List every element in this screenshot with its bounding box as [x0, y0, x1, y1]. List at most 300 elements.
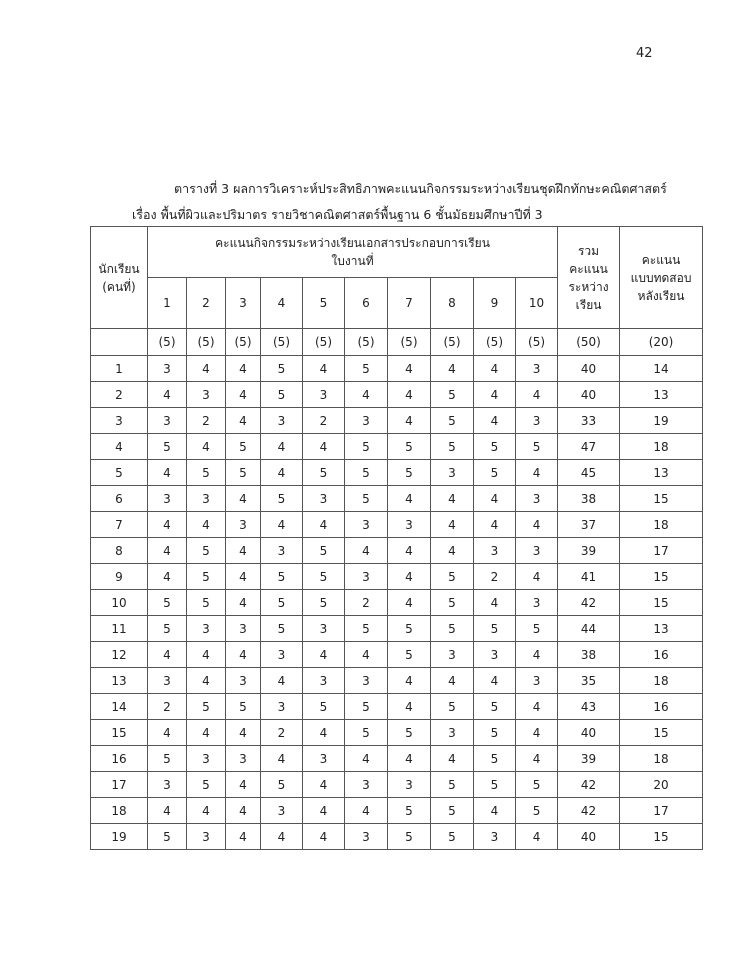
- score-cell: 5: [148, 616, 187, 642]
- score-cell: 3: [261, 408, 303, 434]
- score-cell: 4: [226, 486, 261, 512]
- score-cell: 5: [474, 720, 516, 746]
- table-row: [91, 746, 703, 772]
- student-number-cell: 9: [91, 564, 148, 590]
- score-cell: 4: [303, 356, 345, 382]
- worksheet-number-header: 2: [187, 278, 226, 329]
- max-score-cell: (5): [303, 329, 345, 356]
- student-number-cell: 11: [91, 616, 148, 642]
- score-cell: 5: [261, 486, 303, 512]
- score-cell: 4: [516, 720, 558, 746]
- total-header-line-3: ระหว่าง: [568, 279, 609, 294]
- score-cell: 3: [345, 824, 388, 850]
- table-body: [91, 356, 703, 850]
- total-score-cell: 43: [558, 694, 620, 720]
- total-score-cell: 42: [558, 798, 620, 824]
- score-cell: 5: [187, 538, 226, 564]
- score-cell: 4: [345, 746, 388, 772]
- total-score-cell: 40: [558, 720, 620, 746]
- score-cell: 3: [474, 642, 516, 668]
- score-cell: 5: [303, 460, 345, 486]
- score-cell: 5: [474, 746, 516, 772]
- score-cell: 2: [148, 694, 187, 720]
- total-score-cell: 40: [558, 382, 620, 408]
- score-cell: 3: [516, 538, 558, 564]
- score-cell: 3: [261, 538, 303, 564]
- score-cell: 4: [345, 382, 388, 408]
- score-cell: 5: [431, 382, 474, 408]
- score-cell: 3: [516, 408, 558, 434]
- total-score-cell: 42: [558, 590, 620, 616]
- score-cell: 5: [148, 824, 187, 850]
- posttest-score-cell: 20: [620, 772, 703, 798]
- student-number-cell: 7: [91, 512, 148, 538]
- score-cell: 5: [303, 590, 345, 616]
- score-cell: 5: [431, 694, 474, 720]
- table-row: [91, 512, 703, 538]
- total-score-cell: 33: [558, 408, 620, 434]
- table-row: [91, 434, 703, 460]
- score-cell: 5: [261, 590, 303, 616]
- max-score-cell: (5): [388, 329, 431, 356]
- score-cell: 3: [345, 564, 388, 590]
- table-header: [91, 227, 703, 356]
- table-row: [91, 720, 703, 746]
- posttest-score-cell: 17: [620, 538, 703, 564]
- max-score-cell: (5): [516, 329, 558, 356]
- score-cell: 4: [474, 512, 516, 538]
- score-cell: 3: [431, 642, 474, 668]
- score-cell: 4: [187, 356, 226, 382]
- score-cell: 3: [148, 408, 187, 434]
- total-header-line-2: คะแนน: [569, 261, 608, 276]
- score-cell: 4: [388, 590, 431, 616]
- worksheet-number-header: 1: [148, 278, 187, 329]
- score-cell: 4: [388, 746, 431, 772]
- score-cell: 3: [261, 798, 303, 824]
- posttest-score-cell: 18: [620, 668, 703, 694]
- posttest-score-cell: 16: [620, 642, 703, 668]
- score-cell: 4: [474, 382, 516, 408]
- score-cell: 4: [431, 538, 474, 564]
- score-cell: 3: [148, 486, 187, 512]
- score-cell: 3: [516, 486, 558, 512]
- score-cell: 3: [431, 720, 474, 746]
- score-cell: 4: [388, 668, 431, 694]
- score-cell: 3: [187, 824, 226, 850]
- score-cell: 4: [187, 668, 226, 694]
- table-row: [91, 356, 703, 382]
- header-row-group: [91, 227, 703, 278]
- table-row: [91, 460, 703, 486]
- score-cell: 5: [261, 772, 303, 798]
- score-table: [90, 226, 703, 850]
- max-score-cell: (20): [620, 329, 703, 356]
- posttest-score-cell: 18: [620, 512, 703, 538]
- posttest-header-line-1: คะแนน: [641, 252, 681, 267]
- score-cell: 3: [345, 772, 388, 798]
- score-cell: 2: [303, 408, 345, 434]
- table-row: [91, 668, 703, 694]
- score-cell: 4: [474, 486, 516, 512]
- score-cell: 4: [303, 772, 345, 798]
- score-cell: 4: [516, 382, 558, 408]
- worksheet-number-header: 9: [474, 278, 516, 329]
- score-cell: 5: [345, 486, 388, 512]
- score-cell: 3: [261, 694, 303, 720]
- score-cell: 3: [187, 382, 226, 408]
- score-cell: 5: [474, 434, 516, 460]
- score-cell: 3: [148, 772, 187, 798]
- score-cell: 3: [187, 616, 226, 642]
- score-cell: 4: [226, 772, 261, 798]
- max-score-spacer: [91, 329, 148, 356]
- score-cell: 5: [187, 772, 226, 798]
- score-cell: 4: [431, 486, 474, 512]
- score-cell: 5: [345, 356, 388, 382]
- score-cell: 3: [474, 824, 516, 850]
- student-header-line-1: นักเรียน: [98, 261, 140, 276]
- score-cell: 4: [474, 590, 516, 616]
- score-cell: 4: [148, 798, 187, 824]
- posttest-score-cell: 13: [620, 460, 703, 486]
- score-cell: 3: [148, 668, 187, 694]
- score-cell: 4: [431, 668, 474, 694]
- score-cell: 4: [474, 798, 516, 824]
- score-cell: 4: [261, 460, 303, 486]
- score-cell: 3: [226, 616, 261, 642]
- score-cell: 3: [226, 512, 261, 538]
- score-cell: 4: [226, 382, 261, 408]
- score-cell: 4: [148, 382, 187, 408]
- score-cell: 5: [187, 694, 226, 720]
- score-cell: 3: [516, 668, 558, 694]
- score-cell: 4: [148, 460, 187, 486]
- header-row-max-scores: [91, 329, 703, 356]
- score-cell: 4: [388, 564, 431, 590]
- score-cell: 4: [261, 434, 303, 460]
- score-cell: 4: [226, 590, 261, 616]
- score-cell: 4: [474, 356, 516, 382]
- total-score-cell: 38: [558, 486, 620, 512]
- posttest-score-cell: 15: [620, 486, 703, 512]
- student-number-cell: 18: [91, 798, 148, 824]
- score-cell: 3: [431, 460, 474, 486]
- score-cell: 5: [345, 460, 388, 486]
- score-cell: 4: [303, 512, 345, 538]
- table-row: [91, 642, 703, 668]
- score-cell: 4: [303, 824, 345, 850]
- posttest-score-header: [620, 227, 703, 329]
- total-score-cell: 40: [558, 824, 620, 850]
- score-cell: 4: [388, 538, 431, 564]
- score-cell: 5: [148, 434, 187, 460]
- score-cell: 3: [303, 746, 345, 772]
- score-cell: 4: [148, 564, 187, 590]
- posttest-score-cell: 13: [620, 616, 703, 642]
- score-cell: 5: [431, 616, 474, 642]
- total-score-cell: 39: [558, 746, 620, 772]
- score-cell: 4: [226, 356, 261, 382]
- score-cell: 4: [345, 642, 388, 668]
- score-cell: 4: [261, 746, 303, 772]
- worksheet-number-header: 10: [516, 278, 558, 329]
- score-cell: 4: [261, 824, 303, 850]
- score-cell: 5: [388, 720, 431, 746]
- student-number-cell: 17: [91, 772, 148, 798]
- score-cell: 5: [303, 538, 345, 564]
- score-cell: 4: [516, 512, 558, 538]
- score-cell: 4: [388, 356, 431, 382]
- student-number-cell: 14: [91, 694, 148, 720]
- max-score-cell: (5): [431, 329, 474, 356]
- score-cell: 4: [388, 486, 431, 512]
- score-cell: 5: [261, 382, 303, 408]
- max-score-cell: (50): [558, 329, 620, 356]
- posttest-header-line-2: แบบทดสอบ: [630, 270, 692, 285]
- score-cell: 3: [345, 668, 388, 694]
- student-number-cell: 6: [91, 486, 148, 512]
- score-cell: 5: [516, 434, 558, 460]
- score-cell: 3: [345, 408, 388, 434]
- student-header-line-2: (คนที่): [102, 279, 136, 294]
- score-cell: 4: [187, 434, 226, 460]
- table-row: [91, 694, 703, 720]
- score-cell: 5: [388, 460, 431, 486]
- max-score-cell: (5): [474, 329, 516, 356]
- score-cell: 4: [261, 668, 303, 694]
- score-cell: 5: [431, 590, 474, 616]
- table-row: [91, 798, 703, 824]
- score-cell: 5: [187, 590, 226, 616]
- score-cell: 5: [148, 590, 187, 616]
- score-cell: 5: [474, 460, 516, 486]
- score-cell: 3: [148, 356, 187, 382]
- score-cell: 5: [474, 772, 516, 798]
- score-cell: 2: [345, 590, 388, 616]
- posttest-score-cell: 15: [620, 564, 703, 590]
- total-header-line-4: เรียน: [575, 297, 602, 312]
- posttest-score-cell: 19: [620, 408, 703, 434]
- posttest-score-cell: 15: [620, 590, 703, 616]
- score-cell: 5: [261, 564, 303, 590]
- score-cell: 4: [303, 434, 345, 460]
- score-cell: 4: [148, 720, 187, 746]
- score-cell: 5: [516, 798, 558, 824]
- worksheet-number-header: 6: [345, 278, 388, 329]
- score-cell: 4: [516, 824, 558, 850]
- group-header-line-2: ใบงานที่: [331, 254, 374, 268]
- score-cell: 4: [516, 564, 558, 590]
- student-number-cell: 2: [91, 382, 148, 408]
- table-row: [91, 772, 703, 798]
- posttest-score-cell: 16: [620, 694, 703, 720]
- posttest-score-cell: 17: [620, 798, 703, 824]
- score-cell: 3: [226, 746, 261, 772]
- total-score-cell: 35: [558, 668, 620, 694]
- table-row: [91, 486, 703, 512]
- score-cell: 3: [516, 590, 558, 616]
- score-cell: 3: [303, 668, 345, 694]
- score-cell: 5: [303, 564, 345, 590]
- student-number-cell: 15: [91, 720, 148, 746]
- score-cell: 4: [431, 512, 474, 538]
- total-header-line-1: รวม: [577, 243, 600, 258]
- total-score-cell: 44: [558, 616, 620, 642]
- student-number-cell: 10: [91, 590, 148, 616]
- score-cell: 5: [388, 824, 431, 850]
- score-cell: 3: [303, 486, 345, 512]
- table-row: [91, 538, 703, 564]
- score-cell: 5: [431, 434, 474, 460]
- score-cell: 4: [148, 538, 187, 564]
- score-cell: 4: [388, 382, 431, 408]
- total-score-cell: 39: [558, 538, 620, 564]
- worksheet-group-header: [148, 227, 558, 278]
- score-cell: 5: [345, 616, 388, 642]
- table-row: [91, 382, 703, 408]
- total-score-cell: 42: [558, 772, 620, 798]
- score-cell: 4: [187, 642, 226, 668]
- score-cell: 4: [345, 798, 388, 824]
- score-cell: 4: [431, 356, 474, 382]
- score-cell: 4: [303, 642, 345, 668]
- score-cell: 4: [516, 694, 558, 720]
- max-score-cell: (5): [187, 329, 226, 356]
- score-cell: 3: [226, 668, 261, 694]
- score-cell: 4: [226, 538, 261, 564]
- worksheet-number-header: 4: [261, 278, 303, 329]
- group-header-line-1: คะแนนกิจกรรมระหว่างเรียนเอกสารประกอบการเรียน: [215, 236, 490, 250]
- total-score-cell: 45: [558, 460, 620, 486]
- score-cell: 4: [226, 564, 261, 590]
- student-number-cell: 19: [91, 824, 148, 850]
- score-cell: 3: [345, 512, 388, 538]
- posttest-score-cell: 18: [620, 434, 703, 460]
- posttest-score-cell: 15: [620, 824, 703, 850]
- score-cell: 4: [261, 512, 303, 538]
- total-score-cell: 40: [558, 356, 620, 382]
- score-cell: 5: [388, 798, 431, 824]
- score-cell: 5: [303, 694, 345, 720]
- score-cell: 3: [303, 382, 345, 408]
- score-cell: 4: [345, 538, 388, 564]
- score-cell: 3: [474, 538, 516, 564]
- posttest-score-cell: 15: [620, 720, 703, 746]
- posttest-score-cell: 14: [620, 356, 703, 382]
- total-score-cell: 38: [558, 642, 620, 668]
- total-score-cell: 41: [558, 564, 620, 590]
- student-number-cell: 13: [91, 668, 148, 694]
- score-cell: 5: [226, 460, 261, 486]
- table-caption-line-2: เรื่อง พื้นที่ผิวและปริมาตร รายวิชาคณิตศาสตร์พื้นฐาน 6 ชั้นมัธยมศึกษาปีที่ 3: [132, 207, 543, 222]
- score-cell: 5: [516, 772, 558, 798]
- score-cell: 4: [148, 512, 187, 538]
- table-row: [91, 616, 703, 642]
- score-cell: 4: [516, 746, 558, 772]
- table-caption-line-1: ตารางที่ 3 ผลการวิเคราะห์ประสิทธิภาพคะแนนกิจกรรมระหว่างเรียนชุดฝึกทักษะคณิตศาสตร์: [174, 181, 667, 196]
- score-cell: 5: [388, 434, 431, 460]
- score-cell: 4: [187, 720, 226, 746]
- student-number-cell: 5: [91, 460, 148, 486]
- total-score-cell: 47: [558, 434, 620, 460]
- posttest-score-cell: 18: [620, 746, 703, 772]
- table-row: [91, 564, 703, 590]
- score-cell: 5: [261, 356, 303, 382]
- total-score-header: [558, 227, 620, 329]
- score-cell: 4: [226, 824, 261, 850]
- score-cell: 5: [148, 746, 187, 772]
- score-cell: 5: [388, 642, 431, 668]
- score-cell: 5: [474, 694, 516, 720]
- score-cell: 4: [388, 694, 431, 720]
- score-cell: 2: [261, 720, 303, 746]
- score-cell: 5: [431, 824, 474, 850]
- max-score-cell: (5): [261, 329, 303, 356]
- score-cell: 4: [226, 798, 261, 824]
- score-cell: 4: [474, 408, 516, 434]
- score-cell: 2: [474, 564, 516, 590]
- table-row: [91, 408, 703, 434]
- student-number-cell: 4: [91, 434, 148, 460]
- score-cell: 3: [187, 486, 226, 512]
- worksheet-number-header: 3: [226, 278, 261, 329]
- worksheet-number-header: 5: [303, 278, 345, 329]
- score-cell: 3: [388, 512, 431, 538]
- table-row: [91, 824, 703, 850]
- score-cell: 5: [187, 564, 226, 590]
- page-number: 42: [636, 46, 653, 61]
- score-cell: 3: [516, 356, 558, 382]
- student-number-cell: 12: [91, 642, 148, 668]
- score-cell: 5: [187, 460, 226, 486]
- worksheet-number-header: 8: [431, 278, 474, 329]
- score-cell: 4: [148, 642, 187, 668]
- max-score-cell: (5): [345, 329, 388, 356]
- score-cell: 4: [226, 408, 261, 434]
- score-cell: 5: [431, 408, 474, 434]
- score-cell: 5: [431, 564, 474, 590]
- score-cell: 5: [516, 616, 558, 642]
- student-number-cell: 3: [91, 408, 148, 434]
- score-cell: 5: [226, 434, 261, 460]
- total-score-cell: 37: [558, 512, 620, 538]
- posttest-score-cell: 13: [620, 382, 703, 408]
- score-cell: 4: [187, 798, 226, 824]
- score-cell: 3: [303, 616, 345, 642]
- student-number-cell: 16: [91, 746, 148, 772]
- score-cell: 4: [226, 720, 261, 746]
- student-number-cell: 1: [91, 356, 148, 382]
- score-cell: 4: [516, 460, 558, 486]
- score-cell: 5: [345, 694, 388, 720]
- max-score-cell: (5): [148, 329, 187, 356]
- score-cell: 3: [388, 772, 431, 798]
- posttest-header-line-3: หลังเรียน: [637, 288, 685, 303]
- max-score-cell: (5): [226, 329, 261, 356]
- student-number-cell: 8: [91, 538, 148, 564]
- score-cell: 5: [388, 616, 431, 642]
- score-cell: 5: [345, 720, 388, 746]
- score-cell: 4: [303, 720, 345, 746]
- table-row: [91, 590, 703, 616]
- score-cell: 4: [431, 746, 474, 772]
- score-cell: 3: [261, 642, 303, 668]
- score-cell: 4: [303, 798, 345, 824]
- student-column-header: [91, 227, 148, 329]
- worksheet-number-header: 7: [388, 278, 431, 329]
- score-cell: 4: [474, 668, 516, 694]
